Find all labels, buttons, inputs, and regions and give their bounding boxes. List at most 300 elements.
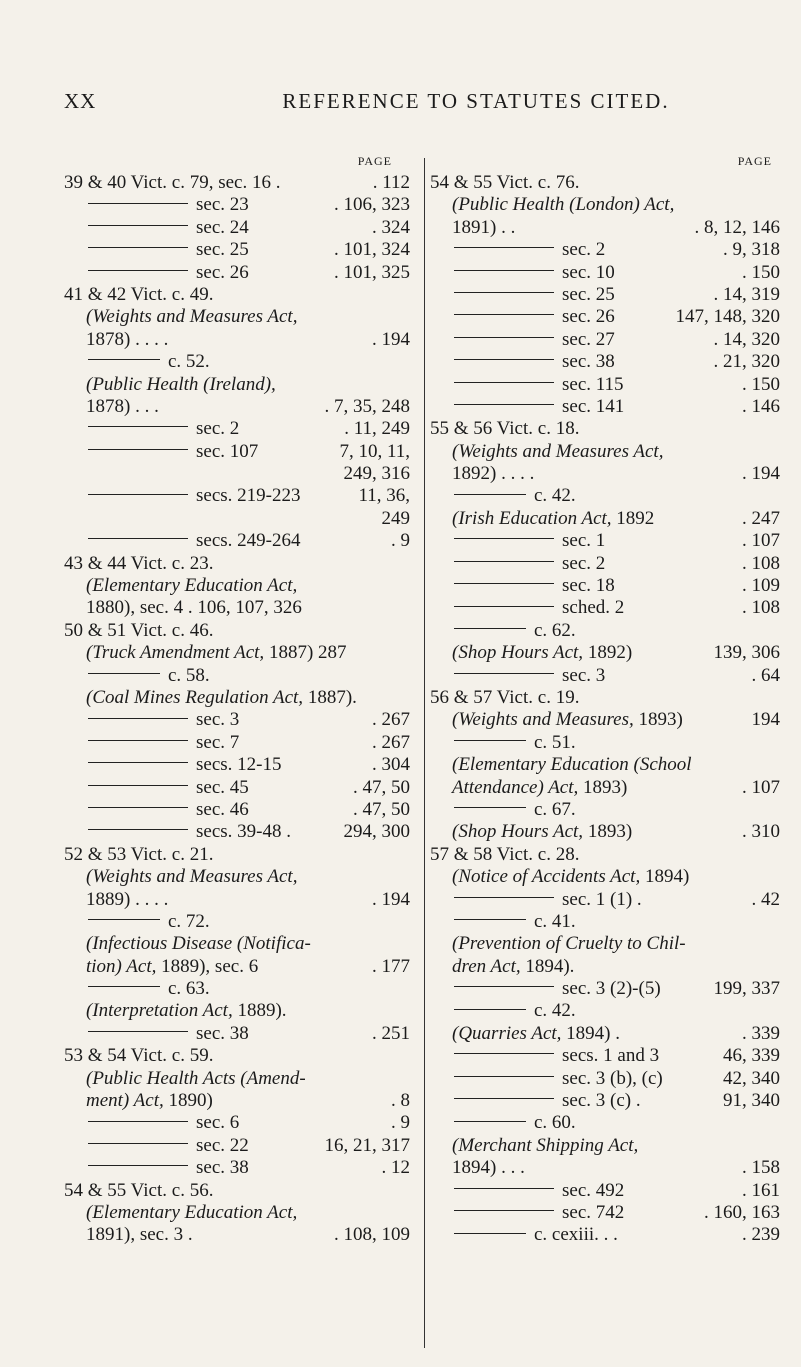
entry-citation: sec. 25 [562, 283, 615, 305]
sub-entry [430, 799, 780, 821]
entry-text [430, 306, 615, 327]
page-reference: . 21, 320 [710, 351, 781, 373]
entry-text [452, 508, 654, 529]
statute-entry [64, 575, 410, 597]
page-reference: . 310 [738, 821, 780, 843]
entry-citation: 54 & 55 Vict. c. 56. [64, 1179, 214, 1201]
statute-entry [64, 306, 410, 328]
ditto-rule [88, 247, 188, 248]
entry-citation: c. 72. [168, 910, 210, 932]
statute-entry [64, 889, 410, 911]
page-reference: . 108 [738, 597, 780, 619]
entry-text [64, 194, 249, 215]
act-title: dren Act, [452, 955, 521, 977]
act-title: (Infectious Disease (Notifica- [86, 933, 311, 955]
sub-entry [430, 1112, 780, 1134]
act-title: tion) Act, [86, 955, 157, 977]
entry-citation: 50 & 51 Vict. c. 46. [64, 619, 214, 641]
statute-entry [430, 1135, 780, 1157]
page-reference: . 112 [369, 172, 410, 194]
page-column-label: PAGE [357, 154, 392, 168]
act-title: (Coal Mines Regulation Act, [86, 686, 304, 708]
ditto-rule [88, 762, 188, 763]
statute-entry [430, 642, 780, 664]
ditto-rule [88, 1031, 188, 1032]
page-header [64, 89, 776, 117]
sub-entry [64, 709, 410, 731]
entry-text [64, 732, 239, 753]
entry-text [452, 821, 632, 842]
sub-entry [64, 665, 410, 687]
statute-entry [430, 194, 780, 216]
entry-citation: c. 63. [168, 978, 210, 1000]
statute-entry [64, 620, 410, 642]
entry-citation: sec. 107 [196, 440, 259, 462]
page-reference: 7, 10, 11, [335, 441, 410, 463]
entry-continuation [64, 463, 410, 485]
entry-text [64, 553, 213, 574]
entry-citation: 1891) . . [452, 216, 516, 238]
entry-text [64, 1180, 213, 1201]
statute-entry [64, 1224, 410, 1246]
page-reference: . 239 [738, 1224, 780, 1246]
entry-citation: 53 & 54 Vict. c. 59. [64, 1045, 214, 1067]
page-reference: . 47, 50 [349, 799, 410, 821]
sub-entry [430, 530, 780, 552]
page-reference: 91, 340 [719, 1090, 780, 1112]
entry-citation-tail: 1887). [303, 686, 357, 708]
ditto-rule [88, 449, 188, 450]
page-reference: . 107 [738, 530, 780, 552]
sub-entry [430, 351, 780, 373]
page-reference: . 42 [748, 889, 781, 911]
entry-text [64, 1112, 239, 1133]
sub-entry [64, 441, 410, 463]
entry-citation: 1878) . . . [86, 395, 159, 417]
sub-entry [64, 754, 410, 776]
entry-text [430, 1068, 663, 1089]
statute-entry [64, 396, 410, 418]
entry-citation-tail: 1894) [640, 866, 690, 888]
entry-citation: 55 & 56 Vict. c. 18. [430, 418, 580, 440]
entry-citation-tail: 1893) [578, 776, 628, 798]
statute-entry [430, 217, 780, 239]
sub-entry [64, 239, 410, 261]
page-reference: . 324 [368, 217, 410, 239]
entry-citation: 1880), sec. 4 . 106, 107, 326 [86, 597, 302, 619]
act-title: (Elementary Education Act, [86, 1201, 298, 1223]
sub-entry [430, 262, 780, 284]
act-title: (Merchant Shipping Act, [452, 1134, 639, 1156]
entry-text [430, 732, 576, 753]
entry-text [430, 1112, 576, 1133]
entry-text [430, 396, 624, 417]
entry-citation: sec. 6 [196, 1112, 240, 1134]
entry-citation: c. 42. [534, 1000, 576, 1022]
entry-citation-tail: 1890) [163, 1090, 213, 1112]
entry-text [452, 642, 632, 663]
sub-entry [430, 1224, 780, 1246]
entry-citation: 56 & 57 Vict. c. 19. [430, 686, 580, 708]
page-reference: . 194 [738, 463, 780, 485]
entry-text [452, 1023, 620, 1044]
act-title: (Prevention of Cruelty to Chil- [452, 933, 686, 955]
sub-entry [64, 485, 410, 507]
entry-text [64, 620, 213, 641]
statute-entry [430, 1023, 780, 1045]
entry-citation: sec. 24 [196, 216, 249, 238]
entry-text [64, 709, 239, 730]
act-title: (Weights and Measures Act, [452, 440, 664, 462]
entry-text [64, 1023, 249, 1044]
page-reference: . 304 [368, 754, 410, 776]
ditto-rule [454, 337, 554, 338]
entry-citation: secs. 1 and 3 [562, 1045, 660, 1067]
entry-citation: sec. 3 [562, 664, 606, 686]
entry-text [86, 575, 297, 596]
entry-citation: c. cexiii. . . [534, 1224, 618, 1246]
sub-entry [430, 978, 780, 1000]
page-reference: 294, 300 [340, 821, 411, 843]
entry-text [430, 1000, 576, 1021]
entry-citation: sec. 46 [196, 798, 249, 820]
act-title: (Irish Education Act, [452, 507, 612, 529]
entry-text [64, 799, 249, 820]
statute-entry [64, 933, 410, 955]
entry-citation-tail: 1893) [583, 821, 633, 843]
entry-text [86, 306, 297, 327]
entry-citation: secs. 39-48 . [196, 821, 291, 843]
ditto-rule [454, 807, 526, 808]
page-reference: . 194 [368, 329, 410, 351]
sub-entry [64, 1157, 410, 1179]
entry-text [430, 239, 605, 260]
sub-entry [64, 262, 410, 284]
page-reference: . 146 [738, 396, 780, 418]
statute-entry [64, 866, 410, 888]
entry-text [430, 597, 624, 618]
sub-entry [430, 665, 780, 687]
statute-entry [430, 933, 780, 955]
entry-text [86, 1068, 306, 1089]
sub-entry [430, 374, 780, 396]
entry-text [86, 1090, 213, 1111]
entry-citation: secs. 12-15 [196, 754, 282, 776]
act-title: Attendance) Act, [452, 776, 579, 798]
sub-entry [430, 1000, 780, 1022]
page-reference: 46, 339 [719, 1045, 780, 1067]
statute-entry [64, 844, 410, 866]
page-reference: . 194 [368, 889, 410, 911]
ditto-rule [88, 1143, 188, 1144]
sub-entry [430, 284, 780, 306]
entry-citation-tail: 1887) 287 [264, 642, 347, 664]
entry-continuation [64, 508, 410, 530]
ditto-rule [88, 1165, 188, 1166]
page-reference: . 106, 323 [330, 194, 410, 216]
entry-text [430, 1180, 624, 1201]
entry-citation: 41 & 42 Vict. c. 49. [64, 283, 214, 305]
entry-citation: c. 58. [168, 664, 210, 686]
page-reference: . 247 [738, 508, 780, 530]
entry-text [430, 665, 605, 686]
sub-entry [64, 821, 410, 843]
entry-citation: secs. 249-264 [196, 530, 301, 552]
page-reference: 199, 337 [710, 978, 781, 1000]
entry-citation: sec. 2 [562, 239, 606, 261]
entry-text [64, 239, 249, 260]
sub-entry [430, 575, 780, 597]
ditto-rule [454, 382, 554, 383]
ditto-rule [88, 494, 188, 495]
statute-entry [430, 687, 780, 709]
entry-text [64, 821, 291, 842]
entry-citation: 1878) . . . . [86, 328, 169, 350]
entry-text [430, 911, 576, 932]
statute-entry [430, 754, 780, 776]
act-title: (Weights and Measures Act, [86, 306, 298, 328]
page-reference: . 150 [738, 374, 780, 396]
entry-text [86, 329, 168, 350]
ditto-rule [88, 718, 188, 719]
entry-citation: 1894) . . . [452, 1157, 525, 1179]
page-reference: 11, 36, [354, 485, 410, 507]
act-title: (Shop Hours Act, [452, 642, 584, 664]
entry-text [86, 933, 311, 954]
page-reference: . 9 [387, 1112, 410, 1134]
sub-entry [430, 306, 780, 328]
entry-citation: sec. 23 [196, 194, 249, 216]
statute-entry [430, 844, 780, 866]
sub-entry [430, 329, 780, 351]
entry-text [430, 329, 615, 350]
entry-citation-tail: 1894) . [561, 1022, 620, 1044]
entry-citation: 54 & 55 Vict. c. 76. [430, 172, 580, 193]
entry-citation: c. 60. [534, 1112, 576, 1134]
ditto-rule [88, 919, 160, 920]
sub-entry [430, 889, 780, 911]
sub-entry [430, 1090, 780, 1112]
page-reference: . 9 [387, 530, 410, 552]
entry-text [64, 1157, 249, 1178]
page-reference: . 267 [368, 709, 410, 731]
ditto-rule [454, 359, 554, 360]
entry-text [86, 597, 302, 618]
entry-text [64, 418, 239, 439]
page-reference: . 267 [368, 732, 410, 754]
entry-text [452, 777, 627, 798]
entry-text [86, 642, 347, 663]
page-title: REFERENCE TO STATUTES CITED. [282, 89, 670, 113]
entry-text [452, 754, 692, 775]
act-title: (Shop Hours Act, [452, 821, 584, 843]
sub-entry [430, 911, 780, 933]
ditto-rule [454, 494, 526, 495]
entry-citation: 57 & 58 Vict. c. 28. [430, 843, 580, 865]
ditto-rule [454, 1076, 554, 1077]
sub-entry [64, 194, 410, 216]
ditto-rule [454, 292, 554, 293]
entry-text [430, 889, 642, 910]
page-reference: . 161 [738, 1180, 780, 1202]
entry-text [64, 754, 281, 775]
page-reference: . 14, 320 [710, 329, 781, 351]
entry-text [430, 530, 605, 551]
page-reference: . 64 [748, 665, 781, 687]
entry-citation: sec. 25 [196, 239, 249, 261]
entry-citation: sec. 3 (b), (c) [562, 1067, 663, 1089]
entry-citation: c. 52. [168, 351, 210, 373]
entry-citation-tail: 1892 [611, 507, 655, 529]
sub-entry [64, 351, 410, 373]
sub-entry [64, 777, 410, 799]
entry-text [430, 1045, 659, 1066]
statute-entry [430, 956, 780, 978]
statute-entry [64, 1045, 410, 1067]
ditto-rule [454, 1233, 526, 1234]
page-reference: . 8 [387, 1090, 410, 1112]
entry-citation: sec. 1 [562, 530, 606, 552]
act-title: (Interpretation Act, [86, 1000, 233, 1022]
entry-text [452, 194, 674, 215]
entry-text [452, 956, 574, 977]
entry-citation: sec. 2 [562, 552, 606, 574]
entry-citation: 52 & 53 Vict. c. 21. [64, 843, 214, 865]
entry-citation: sec. 38 [196, 1022, 249, 1044]
entry-citation-tail: 1889). [232, 1000, 287, 1022]
entry-citation: c. 42. [534, 485, 576, 507]
entry-text [64, 351, 210, 372]
entry-text [452, 217, 515, 238]
statute-entry [64, 1068, 410, 1090]
ditto-rule [454, 606, 554, 607]
entry-citation: sec. 22 [196, 1134, 249, 1156]
entry-text [430, 575, 615, 596]
act-title: (Public Health (London) Act, [452, 194, 675, 216]
sub-entry [64, 1023, 410, 1045]
entry-text [64, 844, 213, 865]
statute-entry [64, 1202, 410, 1224]
ditto-rule [88, 426, 188, 427]
statute-entry [64, 687, 410, 709]
page-reference: . 9, 318 [719, 239, 780, 261]
entry-text [64, 485, 300, 506]
ditto-rule [88, 673, 160, 674]
entry-text [430, 284, 615, 305]
entry-citation: 1889) . . . . [86, 888, 169, 910]
sub-entry [64, 978, 410, 1000]
entry-citation: 43 & 44 Vict. c. 23. [64, 552, 214, 574]
act-title: (Notice of Accidents Act, [452, 866, 641, 888]
entry-citation: sec. 2 [196, 418, 240, 440]
sub-entry [430, 732, 780, 754]
page-reference: . 108 [738, 553, 780, 575]
sub-entry [430, 620, 780, 642]
entry-citation: sec. 38 [562, 351, 615, 373]
entry-citation: sec. 45 [196, 776, 249, 798]
entry-text [64, 1045, 213, 1066]
ditto-rule [88, 807, 188, 808]
ditto-rule [88, 270, 188, 271]
page-reference: 194 [748, 709, 781, 731]
ditto-rule [454, 314, 554, 315]
ditto-rule [88, 785, 188, 786]
entry-citation: sec. 1 (1) . [562, 888, 642, 910]
act-title: ment) Act, [86, 1090, 164, 1112]
statute-entry [64, 597, 410, 619]
page-reference: . 150 [738, 262, 780, 284]
statute-entry [430, 1157, 780, 1179]
entry-text [64, 978, 210, 999]
entry-citation: sec. 18 [562, 575, 615, 597]
sub-entry [64, 1135, 410, 1157]
ditto-rule [88, 986, 160, 987]
statute-entry [430, 418, 780, 440]
statute-entry [64, 956, 410, 978]
ditto-rule [454, 1188, 554, 1189]
entry-citation: sec. 26 [196, 261, 249, 283]
page-reference: 42, 340 [719, 1068, 780, 1090]
entry-text [430, 978, 661, 999]
act-title: (Elementary Education (School [452, 754, 692, 776]
statute-entry [64, 1180, 410, 1202]
entry-text [430, 687, 579, 708]
ditto-rule [454, 247, 554, 248]
ditto-rule [454, 1053, 554, 1054]
ditto-rule [454, 538, 554, 539]
page-reference: . 8, 12, 146 [691, 217, 781, 239]
sub-entry [430, 1180, 780, 1202]
sub-entry [64, 418, 410, 440]
ditto-rule [454, 919, 526, 920]
ditto-rule [454, 1098, 554, 1099]
ditto-rule [88, 225, 188, 226]
entry-text [86, 1224, 193, 1245]
entry-citation-tail: 1889), sec. 6 [156, 955, 259, 977]
page-reference: . 251 [368, 1023, 410, 1045]
sub-entry [64, 799, 410, 821]
ditto-rule [88, 538, 188, 539]
entry-text [430, 262, 615, 283]
entry-citation: sec. 141 [562, 395, 625, 417]
ditto-rule [454, 673, 554, 674]
entry-text [452, 463, 534, 484]
page-reference: . 7, 35, 248 [321, 396, 411, 418]
sub-entry [430, 553, 780, 575]
entry-text [430, 1090, 641, 1111]
entry-text [86, 1202, 297, 1223]
act-title: (Weights and Measures Act, [86, 866, 298, 888]
statute-entry [430, 441, 780, 463]
entry-text [452, 1157, 525, 1178]
page-reference: . 160, 163 [700, 1202, 780, 1224]
page-reference: . 177 [368, 956, 410, 978]
entry-text [452, 933, 686, 954]
sub-entry [64, 911, 410, 933]
statute-entry [430, 172, 780, 194]
statute-entry [64, 1090, 410, 1112]
entry-citation: c. 67. [534, 798, 576, 820]
entry-text [86, 956, 258, 977]
entry-citation-tail: 1892) [583, 642, 633, 664]
entry-citation: sched. 2 [562, 597, 625, 619]
entry-citation: secs. 219-223 [196, 485, 301, 507]
entry-text [430, 1224, 618, 1245]
act-title: (Truck Amendment Act, [86, 642, 265, 664]
entry-text [64, 441, 258, 462]
entry-text [430, 1202, 624, 1223]
statute-entry [64, 1000, 410, 1022]
